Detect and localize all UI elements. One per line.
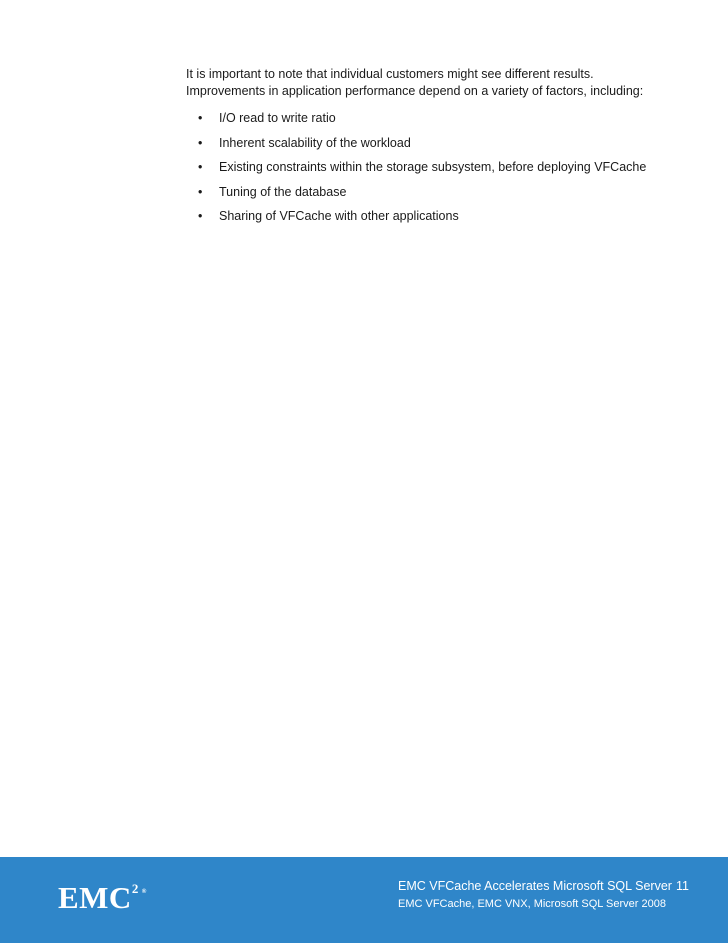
list-item-text: I/O read to write ratio [219,111,336,125]
page-footer [0,857,728,943]
intro-paragraph [186,66,686,100]
page-number: 11 [676,879,689,893]
logo-text: EMC [58,880,132,915]
list-item [186,184,686,209]
list-item-text: Existing constraints within the storage subsystem, before deploying VFCache [219,160,647,174]
list-item [186,135,686,160]
registered-mark: ® [141,889,147,895]
list-item [186,208,686,233]
intro-line-2: Improvements in application performance depend on a variety of factors, including: [186,84,644,98]
logo-superscript: 2 [131,880,139,896]
intro-line-1: It is important to note that individual customers might see different results. [186,67,594,81]
bullet-icon: • [198,135,203,150]
bullet-icon: • [198,184,203,199]
bullet-icon: • [198,111,203,125]
factor-list [186,110,686,233]
list-item-text: Sharing of VFCache with other applications [219,209,459,223]
document-subtitle: EMC VFCache, EMC VNX, Microsoft SQL Server 2008 [398,898,666,910]
bullet-icon: • [198,160,203,174]
list-item-text: Tuning of the database [219,184,347,199]
list-item [186,110,686,135]
page-body [186,66,686,233]
emc-logo [58,880,147,915]
list-item-text: Inherent scalability of the workload [219,135,411,150]
list-item [186,159,686,184]
bullet-icon: • [198,209,203,223]
document-title: EMC VFCache Accelerates Microsoft SQL Server [398,879,672,893]
